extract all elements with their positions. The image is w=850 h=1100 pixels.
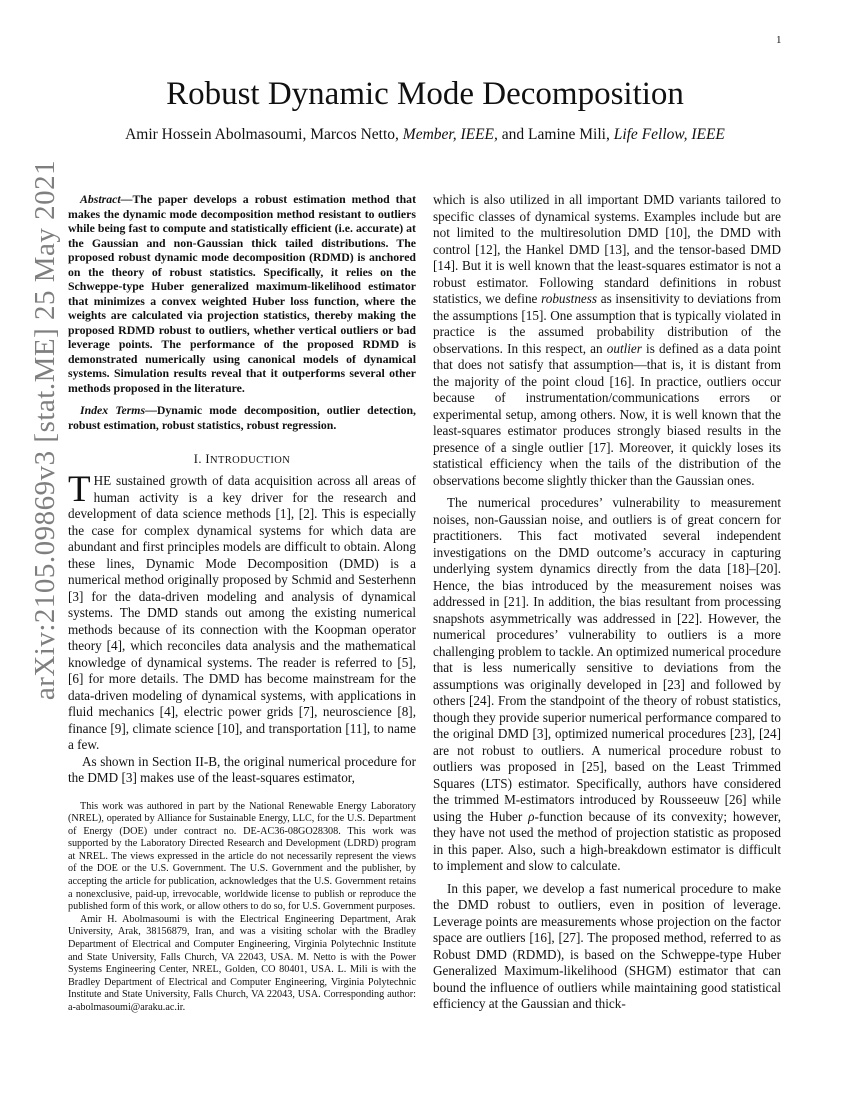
- abstract: [68, 192, 416, 395]
- authors-part-1: Amir Hossein Abolmasoumi, Marcos Netto,: [125, 126, 403, 143]
- right-column: [433, 192, 781, 1019]
- emphasis-outlier: outlier: [606, 340, 642, 356]
- right-p1-b: as insensitivity to deviations from the assumptions [15]. One assumption that is typically violated in practice is the assumed probability distribution of the observations. In this respect, an: [433, 291, 781, 356]
- section-first-letter: I: [205, 452, 210, 466]
- authors-part-2: and Lamine Mili,: [497, 126, 614, 143]
- paper-title: Robust Dynamic Mode Decomposition: [166, 76, 684, 112]
- footnote-funding: This work was authored in part by the National Renewable Energy Laboratory (NREL), operated by Alliance for Sustainable Energy, LLC, for the U.S. Department of Energy (DOE) under contract no. DE-AC36-08GO28308. This work was supported by the Laboratory Directed Research and Development (LDRD) program at NREL. The views expressed in the article do not necessarily represent the views of the DOE or the U.S. Government. The U.S. Government and the publisher, by accepting the article for publication, acknowledges that the U.S. Government retains a nonexclusive, paid-up, irrevocable, worldwide license to publish or reproduce the published form of this work, or allow others to do so, for U.S. Government purposes.: [68, 800, 416, 913]
- emphasis-robustness: robustness: [541, 291, 598, 306]
- author-title-2: Life Fellow, IEEE: [613, 126, 725, 143]
- footnote-affiliations: Amir H. Abolmasoumi is with the Electrical Engineering Department, Arak University, Arak, 38156879, Iran, and was a visiting scholar with the Bradley Department of Electrical and Computer Engineering, Virginia Polytechnic Institute and State University, Falls Church, VA 22043, USA. M. Netto is with the Power Systems Engineering Center, NREL, Golden, CO 80401, USA. L. Mili is with the Bradley Department of Electrical and Computer Engineering, Virginia Polytechnic Institute and State University, Falls Church, VA 22043, USA. Corresponding author: a-abolmasoumi@araku.ac.ir.: [68, 913, 416, 1013]
- index-terms: [68, 403, 416, 432]
- right-p2-b: -function because of its convexity; however, they have not used the method of projection statistic as proposed in this paper. Also, such a high-breakdown estimator is difficult to implement and slow to calculate.: [433, 808, 781, 873]
- author-list: [0, 126, 850, 144]
- footnotes: [68, 801, 416, 1015]
- abstract-text: —The paper develops a robust estimation method that makes the dynamic mode decomposition method resistant to outliers while being fast to compute and statistically efficient (i.e. accurate) at the Gaussian and non-Gaussian thick tailed distributions. The proposed robust dynamic mode decomposition (RDMD) is anchored on the theory of robust statistics. Specifically, it relies on the Schweppe-type Huber generalized maximum-likelihood estimator that minimizes a convex weighted Huber loss function, where the weights are calculated via projection statistics, thereby making the proposed RDMD robust to outliers, whether vertical outliers or bad leverage points. The performance of the proposed RDMD is demonstrated numerically using canonical models of dynamical systems. Simulation results reveal that it outperforms several other methods proposed in the literature.: [68, 192, 416, 395]
- rho-symbol: ρ: [528, 808, 535, 824]
- section-title-rest: NTRODUCTION: [209, 455, 291, 466]
- page-number: 1: [776, 34, 782, 46]
- drop-cap: T: [68, 469, 91, 510]
- intro-paragraph-1-text: HE sustained growth of data acquisition across all areas of human activity is a key driver for the research and development of data science methods [1], [2]. This is especially the case for complex dynamical systems for which data are abundant and first principles models are difficult to obtain. Along these lines, Dynamic Mode Decomposition (DMD) is a numerical method originally proposed by Schmid and Sesterhenn [3] for the data-driven modeling and analysis of dynamical systems. The DMD stands out among the existing numerical methods because of its connection with the Koopman operator theory [4], which reconciles data analysis and the mathematical knowledge of dynamical systems. The reader is referred to [5], [6] for more details. The DMD has become mainstream for the data-driven modeling of dynamical systems, with applications in fluid mechanics [4], electric power grids [7], neuroscience [8], finance [9], climate science [10], and transportation [11], to name a few.: [68, 473, 416, 752]
- right-paragraph-2: [433, 495, 781, 875]
- right-paragraph-3: In this paper, we develop a fast numerical procedure to make the DMD robust to outliers, even in position of leverage. Leverage points are measurements whose projection on the factor space are outliers [16], [27]. The proposed method, referred to as Robust DMD (RDMD), is based on the Schweppe-type Huber Generalized Maximum-likelihood (SHGM) estimator that can bound the influence of outliers while maintaining good statistical efficiency at the Gaussian and thick-: [433, 880, 781, 1011]
- right-p1-c: is defined as a data point that does not satisfy that assumption—that is, it is distant from the majority of the point cloud [16]. In practice, outliers occur because of instrumentation/communications errors or experimental setup, among others. Now, it is well known that the least-squares estimator produces strongly biased results in the presence of a single outlier [17]. Moreover, it quickly loses its statistical efficiency when the tails of the distribution of the observations become slightly thicker than the Gaussian ones.: [433, 340, 781, 488]
- right-p1-a: which is also utilized in all important DMD variants tailored to specific classes of dynamical systems. Examples include but are not limited to the multiresolution DMD [10], the DMD with control [12], the Hankel DMD [13], and the tensor-based DMD [14]. But it is well known that the least-squares estimator is not a robust estimator. Following standard definitions in robust statistics, we define: [433, 192, 781, 306]
- index-terms-text: —Dynamic mode decomposition, outlier detection, robust estimation, robust statistics, robust regression.: [68, 403, 416, 432]
- intro-paragraph-2: As shown in Section II-B, the original numerical procedure for the DMD [3] makes use of the least-squares estimator,: [68, 753, 416, 785]
- left-column: [68, 192, 416, 1015]
- index-terms-label: Index Terms: [80, 403, 146, 417]
- abstract-label: Abstract: [80, 192, 121, 206]
- intro-paragraph-1: [68, 469, 416, 754]
- arxiv-identifier-stamp: arXiv:2105.09869v3 [stat.ME] 25 May 2021: [29, 159, 61, 701]
- right-p2-a: The numerical procedures’ vulnerability to measurement noises, non-Gaussian noise, and outliers is of great concern for practitioners. This fact motivated several independent investigations on the DMD outcome’s accuracy in capturing underlying system dynamics directly from the data [18]–[20]. Hence, the bias introduced by the measurement noises was addressed in [21]. In addition, the bias resultant from processing snapshots asymmetrically was addressed in [22]. However, the numerical procedures’ vulnerability to outliers is a more challenging problem to tackle. An optimized numerical procedure that is less numerically sensitive to deviations from the assumptions was originally developed in [23] and followed by others [24]. From the standpoint of the theory of robust statistics, though they provide superior numerical performance compared to the original DMD [3], optimized numerical procedures [23], [24] are not robust to outliers. A numerical procedure robust to outliers was proposed in [25], based on the Least Trimmed Squares (LTS) estimator. Specifically, authors have considered the trimmed M-estimators introduced by Rousseeuw [26] while using the Huber: [433, 495, 781, 824]
- right-paragraph-1: [433, 192, 781, 489]
- author-title-1: Member, IEEE,: [402, 126, 498, 143]
- section-heading-introduction: [68, 452, 416, 467]
- section-number: I.: [193, 452, 206, 466]
